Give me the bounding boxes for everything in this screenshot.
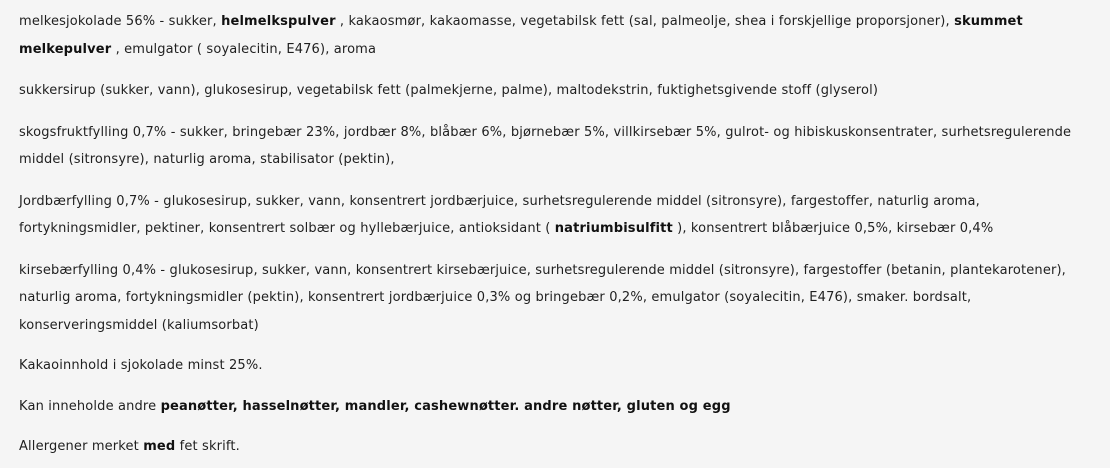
- text: Allergener merket: [19, 439, 144, 454]
- text: , emulgator ( soyalecitin, E476), aroma: [111, 41, 377, 57]
- allergen-highlight: skummet melkepulver: [19, 14, 1023, 57]
- text: melkesjokolade 56% - sukker,: [19, 14, 222, 29]
- allergen-highlight: natriumbisulfitt: [554, 221, 673, 236]
- ingredient-forest-fruit-filling: skogsfruktfylling 0,7% - sukker, bringebær 23%, jordbær 8%, blåbær 6%, bjørnebær 5%, villkirsebær 5%, gulrot- og hibiskuskonsentrater, surhetsregulerende middel (sitronsyre), naturlig aroma, stabilisator (pektin),: [19, 124, 1072, 167]
- text: , kakaosmør, kakaomasse, vegetabilsk fett (sal, palmeolje, shea i forskjellige proporsjoner),: [335, 14, 955, 29]
- allergen-note: [19, 433, 1091, 461]
- allergen-highlight: peanøtter, hasselnøtter, mandler, cashewnøtter. andre nøtter, gluten og egg: [160, 398, 731, 414]
- text: Jordbærfylling 0,7% - glukosesirup, sukker, vann, konsentrert jordbærjuice, surhetsregulerende middel (sitronsyre), fargestoffer, naturlig aroma, fortykningsmidler, pektiner, konsentrert solbær og hyllebærjuice, antioksidant (: [19, 193, 980, 236]
- cocoa-content: Kakaoinnhold i sjokolade minst 25%.: [19, 358, 263, 373]
- text: fet skrift.: [175, 439, 240, 454]
- ingredient-sugar-syrup: sukkersirup (sukker, vann), glukosesirup, vegetabilsk fett (palmekjerne, palme), maltodekstrin, fuktighetsgivende stoff (glyserol): [19, 83, 879, 98]
- text: ), konsentrert blåbærjuice 0,5%, kirsebær 0,4%: [672, 221, 994, 236]
- ingredient-cherry-filling: kirsebærfylling 0,4% - glukosesirup, sukker, vann, konsentrert kirsebærjuice, surhetsregulerende middel (sitronsyre), fargestoffer (betanin, plantekarotener), naturlig aroma, fortykningsmidler (pektin), konsentrert jordbærjuice 0,3% og bringebær 0,2%, emulgator (soyalecitin, E476), smaker. bordsalt, konserveringsmiddel (kaliumsorbat): [19, 262, 1066, 333]
- allergen-highlight: helmelkspulver: [221, 14, 336, 29]
- allergen-highlight: med: [143, 439, 176, 454]
- text: Kan inneholde andre: [19, 398, 161, 414]
- may-contain-warning: [19, 393, 1091, 421]
- ingredient-strawberry-filling: [19, 188, 1091, 243]
- ingredient-milk-chocolate: [19, 8, 1091, 63]
